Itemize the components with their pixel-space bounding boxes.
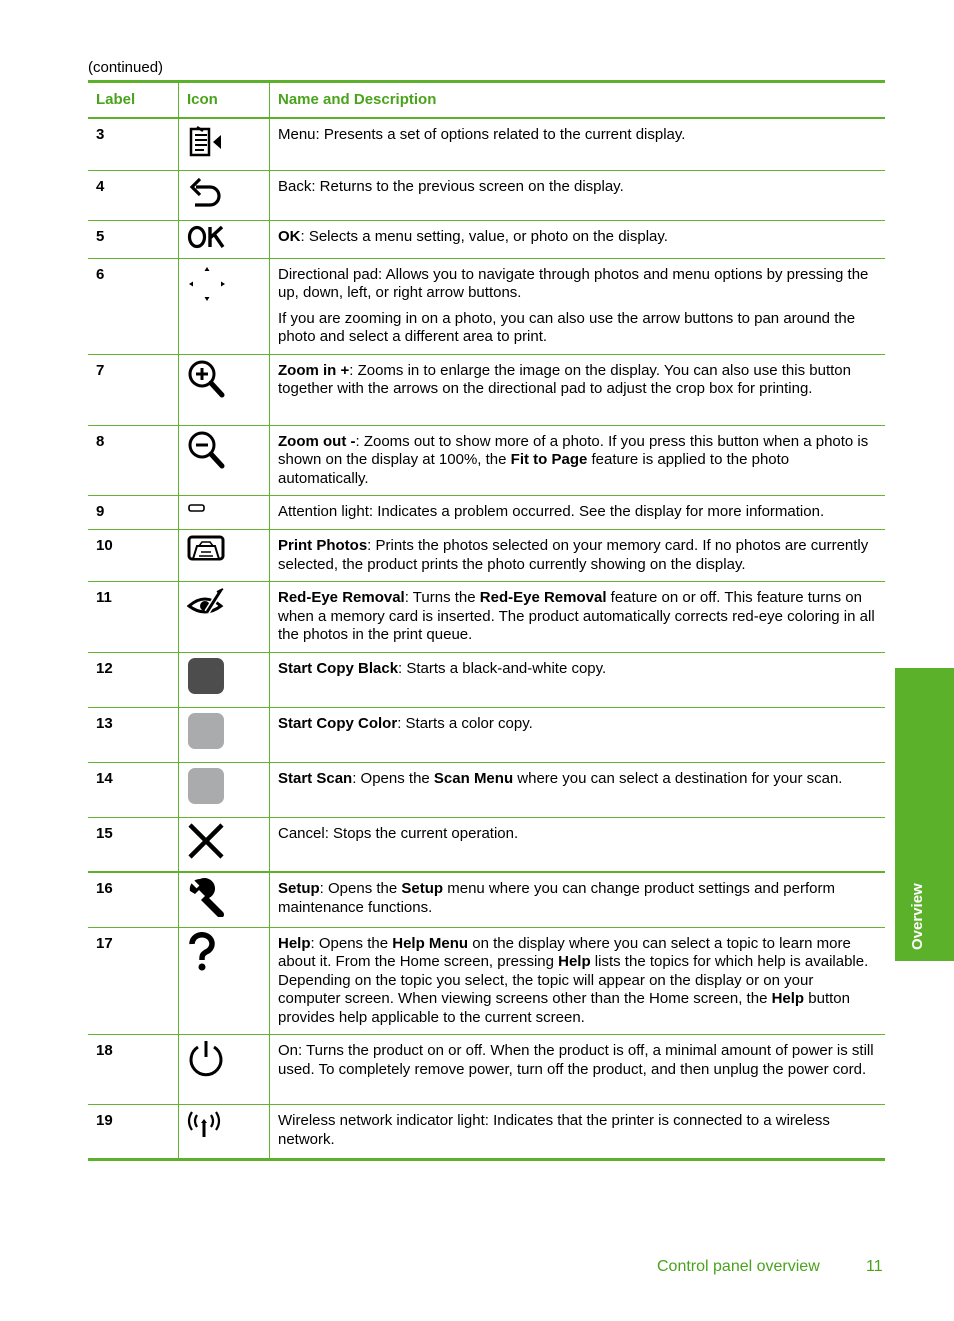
text-run: Attention light: Indicates a problem occurred. See the display for more information.: [278, 503, 825, 520]
row-description: [270, 425, 886, 496]
row-description: [270, 1035, 886, 1105]
bold-term: OK: [278, 227, 301, 245]
bold-term: Zoom out -: [278, 432, 356, 450]
continued-label: (continued): [88, 59, 164, 76]
print-photos-icon: [187, 534, 261, 570]
footer-section-title: Control panel overview: [657, 1258, 820, 1275]
bold-term: Scan Menu: [433, 769, 514, 787]
bold-term: Help: [558, 953, 591, 970]
table-row: [88, 425, 885, 496]
description-paragraph: [278, 503, 877, 522]
text-run: : Starts a color copy.: [397, 714, 533, 732]
row-icon-cell: [179, 220, 270, 258]
text-run: Wireless network indicator light: Indicates that the printer is connected to a wireless network.: [278, 1112, 830, 1148]
description-paragraph: [278, 825, 877, 844]
row-icon-cell: [179, 817, 270, 872]
row-description: [270, 707, 886, 762]
text-run: lists the topics for which help is available. Depending on the topic you select, the topic will appear on the display or on your computer screen. When viewing screens other than the Home screen, the: [278, 953, 869, 1007]
row-icon-cell: [179, 1105, 270, 1160]
bold-term: Help: [278, 934, 311, 952]
bold-term: Start Copy Black: [278, 659, 399, 677]
row-icon-cell: [179, 1035, 270, 1105]
description-paragraph: [278, 228, 877, 247]
row-description: [270, 258, 886, 354]
row-label: 12: [88, 652, 179, 707]
description-paragraph: [278, 310, 877, 347]
description-paragraph: [278, 178, 877, 197]
row-label: 14: [88, 762, 179, 817]
table-header-row: [88, 82, 885, 119]
row-icon-cell: [179, 582, 270, 653]
text-run: : Opens the: [352, 769, 434, 787]
row-label: 19: [88, 1105, 179, 1160]
text-run: button provides help applicable to the current screen.: [278, 990, 850, 1026]
table-row: [88, 872, 885, 927]
header-label: Label: [88, 82, 179, 119]
row-description: [270, 762, 886, 817]
row-label: 7: [88, 354, 179, 425]
row-icon-cell: [179, 927, 270, 1035]
bold-term: Help Menu: [392, 934, 469, 952]
text-run: : Opens the: [319, 880, 402, 897]
directional-pad-icon: [187, 263, 261, 311]
text-run: Back: Returns to the previous screen on the display.: [278, 177, 624, 195]
description-paragraph: [278, 935, 877, 1028]
text-run: : Zooms in to enlarge the image on the display. You can also use this button together with the arrows on the directional pad to adjust the crop box for printing.: [278, 361, 851, 397]
control-panel-table: [88, 80, 885, 1161]
row-description: [270, 652, 886, 707]
bold-term: Start Scan: [278, 769, 353, 787]
description-paragraph: [278, 715, 877, 734]
row-description: [270, 530, 886, 582]
row-label: 17: [88, 927, 179, 1035]
attention-light-icon: [187, 500, 261, 520]
row-icon-cell: [179, 872, 270, 927]
bold-term: Red-Eye Removal: [278, 589, 405, 606]
row-label: 18: [88, 1035, 179, 1105]
row-icon-cell: [179, 530, 270, 582]
table-row: [88, 582, 885, 653]
row-description: [270, 1105, 886, 1160]
row-description: [270, 582, 886, 653]
back-arrow-icon: [187, 175, 261, 215]
table-row: [88, 496, 885, 530]
text-run: menu where you can change product settings and perform maintenance functions.: [278, 880, 835, 916]
description-paragraph: [278, 1112, 877, 1149]
bold-term: Setup: [401, 880, 444, 897]
row-label: 10: [88, 530, 179, 582]
bold-term: Fit to Page: [510, 451, 588, 468]
start-scan-icon: [187, 767, 261, 811]
row-description: [270, 927, 886, 1035]
bold-term: Help: [771, 990, 805, 1007]
help-icon: [187, 932, 261, 978]
setup-wrench-icon: [187, 877, 261, 923]
row-description: [270, 496, 886, 530]
text-run: If you are zooming in on a photo, you can also use the arrow buttons to pan around the photo and select a different area to print.: [278, 309, 856, 345]
row-label: 5: [88, 220, 179, 258]
text-run: Cancel: Stops the current operation.: [278, 824, 519, 842]
cancel-icon: [187, 822, 261, 866]
row-label: 6: [88, 258, 179, 354]
start-copy-black-icon: [187, 657, 261, 701]
text-run: Directional pad: Allows you to navigate through photos and menu options by pressing the up, down, left, or right arrow buttons.: [278, 265, 869, 301]
row-label: 13: [88, 707, 179, 762]
text-run: : Prints the photos selected on your memory card. If no photos are currently selected, the product prints the photo currently showing on the display.: [278, 537, 869, 573]
red-eye-removal-icon: [187, 586, 261, 626]
description-paragraph: [278, 362, 877, 399]
zoom-out-icon: [187, 430, 261, 476]
text-run: : Zooms out to show more of a photo. If you press this button when a photo is shown on the display at 100%, the: [278, 432, 869, 468]
description-paragraph: [278, 266, 877, 303]
row-icon-cell: [179, 652, 270, 707]
text-run: : Turns the: [404, 589, 480, 606]
text-run: : Starts a black-and-white copy.: [398, 659, 607, 677]
description-paragraph: [278, 126, 877, 145]
table-row: [88, 1035, 885, 1105]
bold-term: Setup: [278, 880, 320, 897]
ok-icon: [187, 225, 261, 255]
table-row: [88, 927, 885, 1035]
text-run: on the display where you can select a topic to learn more about it. From the Home screen, pressing: [278, 934, 851, 970]
description-paragraph: [278, 880, 877, 917]
description-paragraph: [278, 660, 877, 679]
description-paragraph: [278, 770, 877, 789]
header-description: Name and Description: [270, 82, 886, 119]
row-label: 11: [88, 582, 179, 653]
table-row: [88, 707, 885, 762]
bold-term: Red-Eye Removal: [479, 589, 607, 606]
row-description: [270, 220, 886, 258]
table-row: [88, 118, 885, 170]
side-tab-label: Overview: [909, 883, 926, 950]
row-icon-cell: [179, 118, 270, 170]
description-paragraph: [278, 1042, 877, 1079]
bold-term: Zoom in +: [278, 361, 350, 379]
row-icon-cell: [179, 762, 270, 817]
table-row: [88, 1105, 885, 1160]
side-tab: [895, 668, 954, 961]
text-run: : Opens the: [310, 934, 393, 952]
page-number: 11: [866, 1258, 883, 1275]
row-icon-cell: [179, 170, 270, 220]
row-label: 4: [88, 170, 179, 220]
row-label: 9: [88, 496, 179, 530]
row-description: [270, 817, 886, 872]
menu-icon: [187, 123, 261, 165]
row-label: 15: [88, 817, 179, 872]
row-description: [270, 170, 886, 220]
description-paragraph: [278, 433, 877, 489]
row-description: [270, 354, 886, 425]
text-run: feature on or off. This feature turns on when a memory card is inserted. The product automatically corrects red-eye coloring in all the photos in the print queue.: [278, 589, 875, 643]
description-paragraph: [278, 589, 877, 645]
description-paragraph: [278, 537, 877, 574]
zoom-in-icon: [187, 359, 261, 405]
table-row: [88, 762, 885, 817]
row-label: 3: [88, 118, 179, 170]
text-run: : Selects a menu setting, value, or photo on the display.: [300, 227, 668, 245]
power-icon: [187, 1039, 261, 1085]
row-icon-cell: [179, 707, 270, 762]
text-run: where you can select a destination for your scan.: [513, 769, 843, 787]
bold-term: Start Copy Color: [278, 714, 398, 732]
row-icon-cell: [179, 258, 270, 354]
table-row: [88, 170, 885, 220]
start-copy-color-icon: [187, 712, 261, 756]
row-icon-cell: [179, 354, 270, 425]
row-label: 16: [88, 872, 179, 927]
table-row: [88, 354, 885, 425]
table-row: [88, 817, 885, 872]
row-description: [270, 872, 886, 927]
text-run: On: Turns the product on or off. When the product is off, a minimal amount of power is still used. To completely remove power, turn off the product, and then unplug the power cord.: [278, 1042, 874, 1078]
table-row: [88, 220, 885, 258]
wireless-icon: [187, 1109, 261, 1145]
row-icon-cell: [179, 425, 270, 496]
text-run: Menu: Presents a set of options related to the current display.: [278, 126, 686, 143]
row-description: [270, 118, 886, 170]
row-label: 8: [88, 425, 179, 496]
table-row: [88, 258, 885, 354]
table-row: [88, 652, 885, 707]
table-row: [88, 530, 885, 582]
bold-term: Print Photos: [278, 537, 368, 554]
row-icon-cell: [179, 496, 270, 530]
text-run: feature is applied to the photo automatically.: [278, 451, 790, 487]
header-icon: Icon: [179, 82, 270, 119]
